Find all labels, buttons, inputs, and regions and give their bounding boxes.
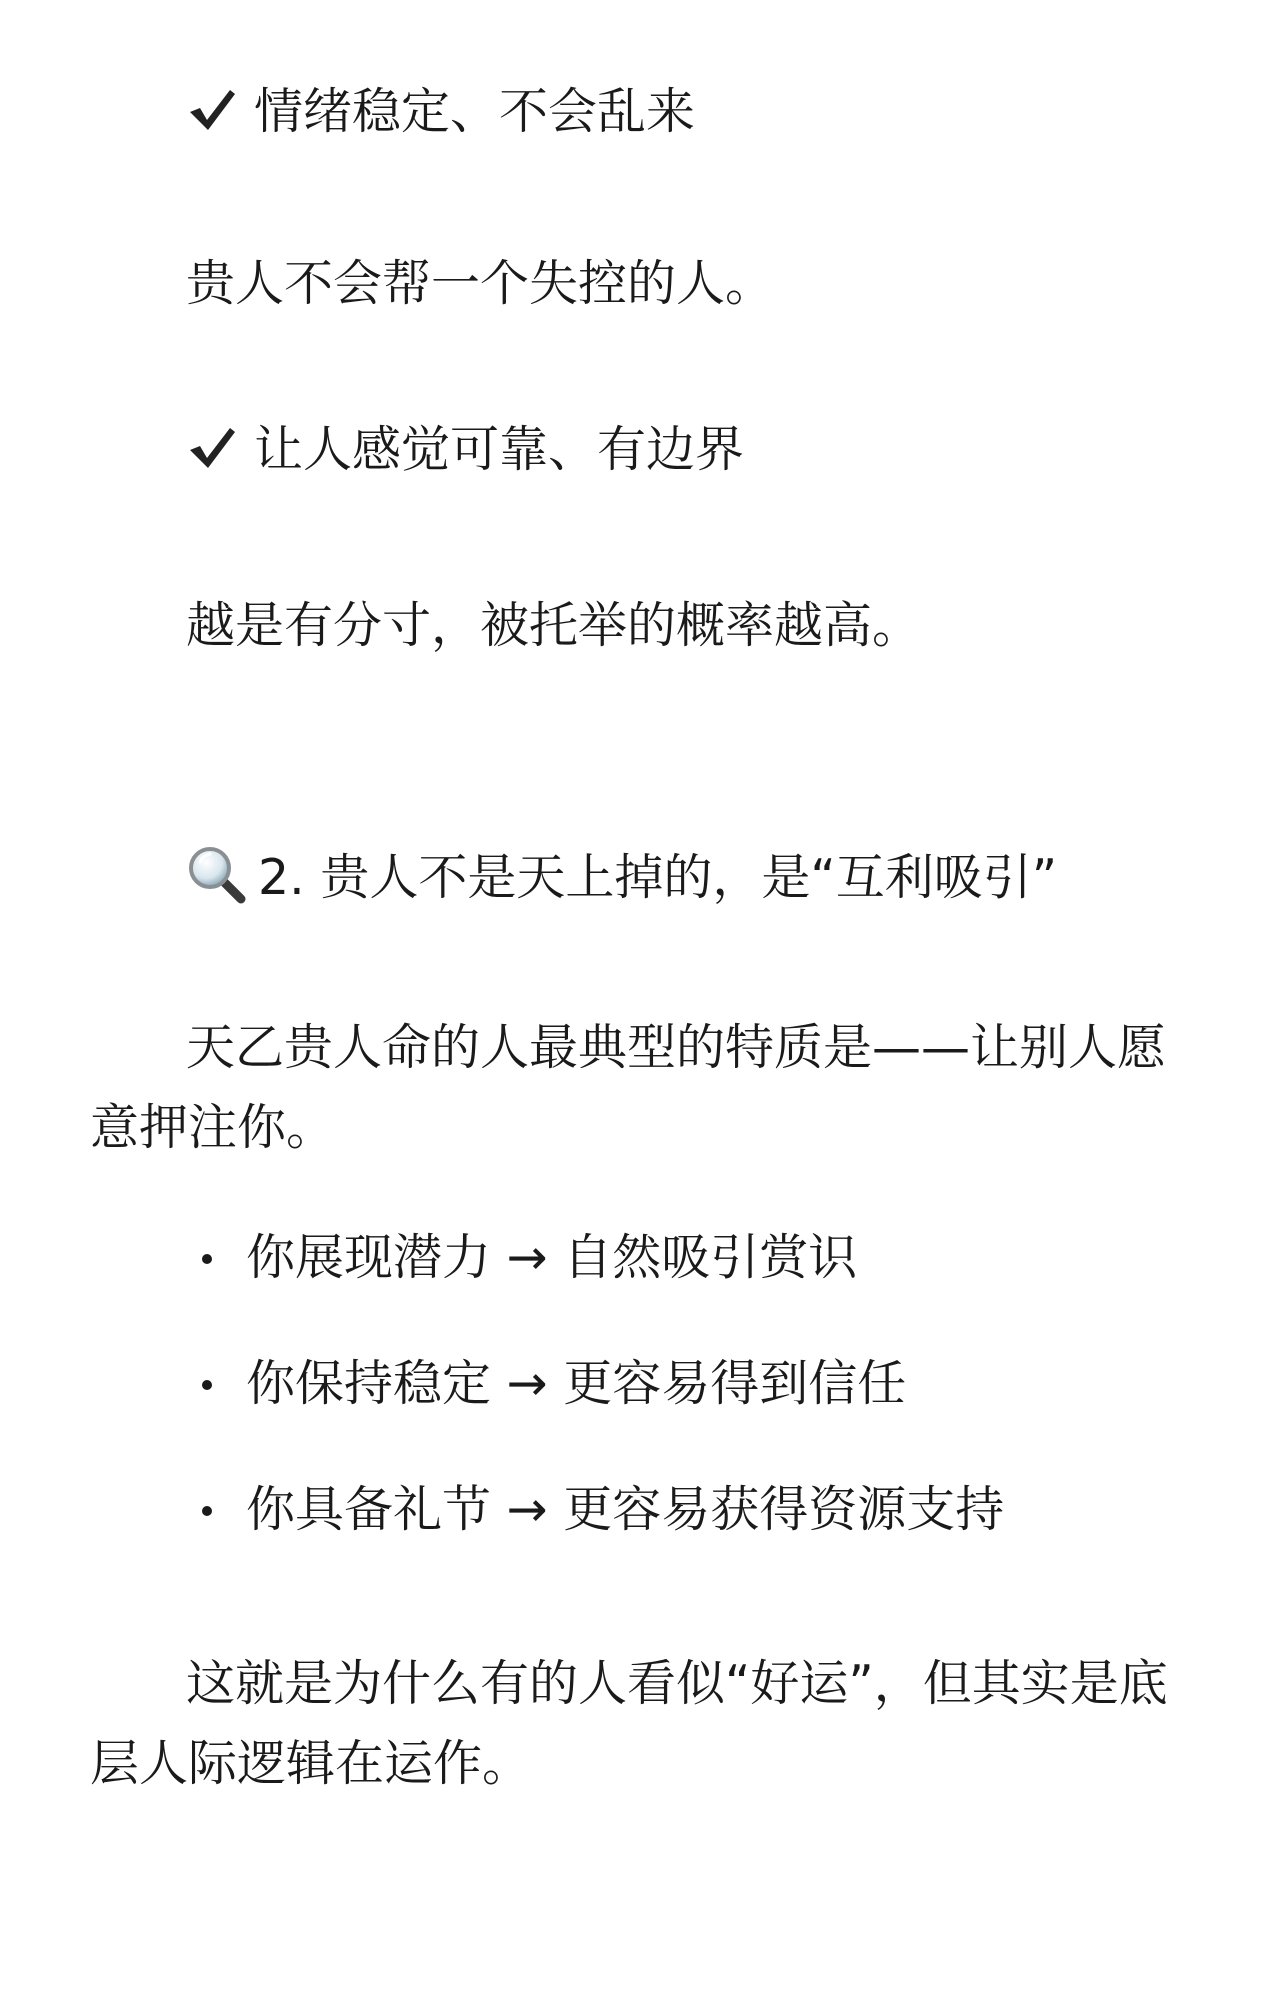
list-item: 你具备礼节 → 更容易获得资源支持 <box>246 1481 1005 1538</box>
bullet-dot <box>202 1380 212 1390</box>
bullet-dot <box>202 1506 212 1516</box>
checklist-item-text: 情绪稳定、不会乱来 <box>254 83 696 140</box>
check-icon <box>186 86 238 134</box>
paragraph: 贵人不会帮一个失控的人。 <box>186 255 775 312</box>
checklist-item-text: 让人感觉可靠、有边界 <box>254 421 745 478</box>
paragraph-line: 天乙贵人命的人最典型的特质是——让别人愿 <box>186 1019 1167 1076</box>
magnifier-icon <box>186 844 246 904</box>
checklist-item <box>186 82 695 142</box>
section-heading-text: 2. 贵人不是天上掉的，是“互利吸引” <box>258 849 1058 906</box>
paragraph-line: 层人际逻辑在运作。 <box>90 1735 532 1792</box>
section-heading <box>186 844 1057 908</box>
bullet-dot <box>202 1254 212 1264</box>
check-icon <box>186 424 238 472</box>
list-item: 你保持稳定 → 更容易得到信任 <box>246 1355 907 1412</box>
checklist-item <box>186 420 744 480</box>
paragraph-line: 意押注你。 <box>90 1099 336 1156</box>
list-item: 你展现潜力 → 自然吸引赏识 <box>246 1229 858 1286</box>
paragraph: 越是有分寸，被托举的概率越高。 <box>186 597 922 654</box>
paragraph-line: 这就是为什么有的人看似“好运”，但其实是底 <box>186 1655 1168 1712</box>
